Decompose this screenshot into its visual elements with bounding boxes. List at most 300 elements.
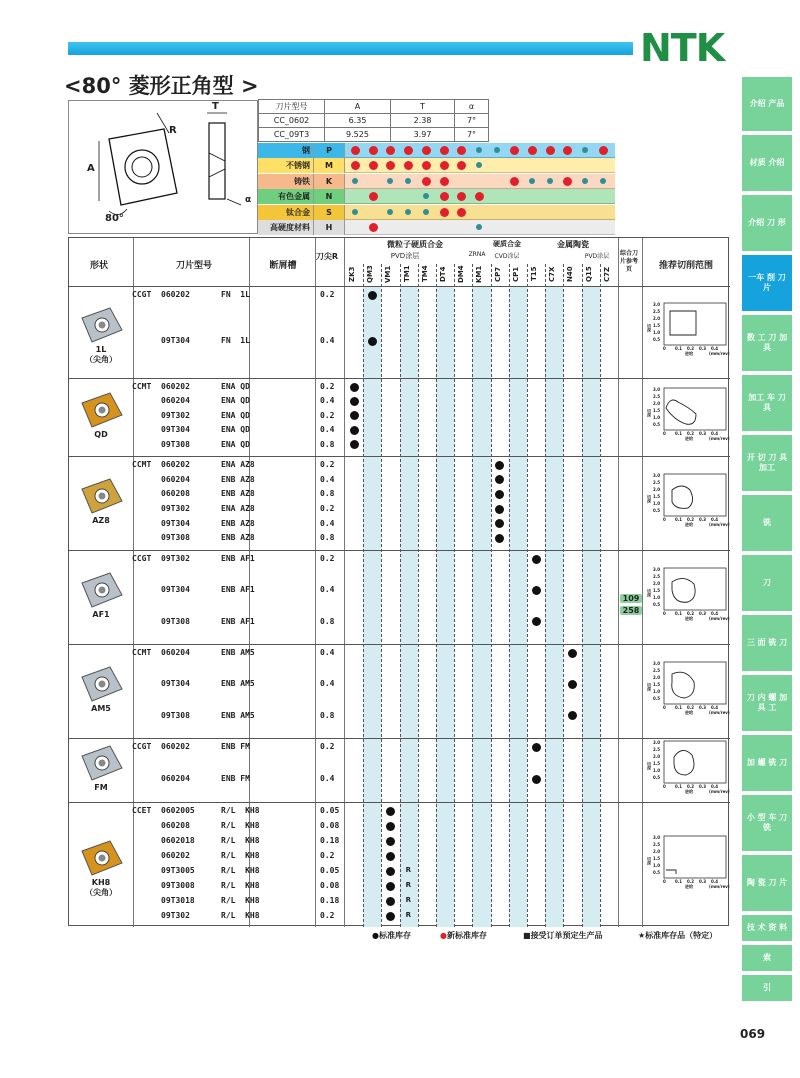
nose-radius: 0.8 — [320, 710, 335, 720]
dim-cell: CC_09T3 — [259, 128, 325, 142]
range-y-tick: 2.0 — [653, 401, 661, 406]
brand-logo: NTK — [640, 26, 725, 70]
range-x-tick: 0 — [663, 346, 666, 351]
insert-type: CCMT — [132, 382, 152, 391]
insert-model: 09T304 — [161, 585, 190, 595]
sidebar-tab[interactable]: 索 — [742, 945, 792, 973]
insert-chipbreaker: R/L KH8 — [221, 896, 260, 905]
suitability-primary-mark — [369, 161, 378, 170]
nose-radius: 0.8 — [320, 439, 335, 449]
insert-model: 060202 — [161, 290, 190, 299]
range-x-tick: 0.4 — [711, 879, 719, 884]
hand-mark: R — [405, 911, 411, 919]
insert-shape-icon — [76, 837, 126, 877]
page-reference-link[interactable]: 109 — [620, 594, 642, 603]
insert-model: 09T304 — [161, 518, 190, 528]
col-header-model: 刀片型号 — [175, 261, 212, 271]
insert-chipbreaker: ENA QD — [221, 439, 250, 449]
stock-mark — [532, 775, 541, 784]
dim-header: A — [325, 100, 391, 114]
nose-radius: 0.4 — [320, 585, 335, 595]
col-header-chipbreaker: 断屑槽 — [269, 261, 297, 271]
grade-header: KM1 — [475, 265, 484, 283]
grade-header: Q15 — [584, 266, 593, 282]
insert-model: 060202 — [161, 851, 190, 860]
hand-mark: R — [405, 896, 411, 904]
range-y-label: 切深 — [647, 762, 652, 770]
insert-chipbreaker: ENA AZ8 — [221, 460, 255, 469]
insert-chipbreaker: ENB AM5 — [221, 710, 255, 720]
suitability-primary-mark — [563, 177, 572, 186]
stock-mark — [568, 680, 577, 689]
insert-chipbreaker: R/L KH8 — [221, 881, 260, 890]
range-y-tick: 1.5 — [653, 682, 661, 687]
range-x-tick: 0.2 — [687, 611, 695, 616]
stock-mark — [350, 383, 359, 392]
insert-chipbreaker: ENB AM5 — [221, 648, 255, 657]
grade-column-band — [582, 286, 600, 927]
range-y-tick: 2.5 — [653, 480, 661, 485]
insert-chipbreaker: ENB AZ8 — [221, 474, 255, 484]
legend-text: 标准库存品（特定） — [645, 931, 718, 940]
insert-chipbreaker: ENB AF1 — [221, 585, 255, 595]
suitability-secondary-mark — [582, 147, 588, 153]
range-x-tick: 0 — [663, 431, 666, 436]
nose-radius: 0.08 — [320, 881, 340, 890]
sidebar-tab[interactable]: 介绍 刀 形 — [742, 195, 792, 253]
suitability-primary-mark — [386, 161, 395, 170]
grade-header: ZK3 — [348, 266, 356, 282]
grade-header: VM1 — [384, 265, 393, 283]
col-header-ref: 综合刀片参考页 — [619, 250, 638, 273]
insert-model: 09T304 — [161, 425, 190, 435]
legend-new-standard — [440, 930, 487, 941]
grade-header: T15 — [530, 266, 538, 282]
sidebar-tab[interactable]: 技 术 资 料 — [742, 915, 792, 943]
insert-chipbreaker: ENB AZ8 — [221, 518, 255, 528]
grade-divider — [418, 264, 419, 927]
suitability-secondary-mark — [529, 178, 535, 184]
range-x-tick: 0.1 — [675, 517, 683, 522]
suitability-secondary-mark — [405, 178, 411, 184]
range-x-tick: 0.3 — [699, 784, 707, 789]
insert-model: 09T308 — [161, 710, 190, 720]
header-bar — [68, 42, 633, 55]
range-x-tick: 0.1 — [675, 879, 683, 884]
grade-column-band — [545, 286, 563, 927]
dim-label-a: A — [87, 163, 95, 174]
column-divider — [315, 238, 316, 927]
range-x-tick: 0.2 — [687, 346, 695, 351]
stock-mark — [350, 440, 359, 449]
insert-model: 060208 — [161, 489, 190, 499]
insert-table — [68, 237, 729, 926]
range-y-tick: 2.5 — [653, 668, 661, 673]
range-y-tick: 1.5 — [653, 856, 661, 861]
insert-model: 060202 — [161, 382, 190, 391]
stock-mark — [386, 912, 395, 921]
nose-radius: 0.2 — [320, 504, 335, 513]
group-divider — [69, 802, 730, 803]
insert-model: 060202 — [161, 742, 190, 751]
grade-divider — [436, 264, 437, 927]
work-material-cell — [363, 189, 383, 204]
range-x-tick: 0.2 — [687, 517, 695, 522]
insert-chipbreaker: ENB FM — [221, 742, 250, 751]
insert-chipbreaker: ENB AZ8 — [221, 533, 255, 543]
work-material-code: K — [313, 174, 345, 189]
stock-mark — [495, 534, 504, 543]
work-material-code: N — [313, 189, 345, 204]
range-y-tick: 1.0 — [653, 330, 661, 335]
insert-model: 060202 — [161, 460, 190, 469]
grade-divider — [400, 264, 401, 927]
nose-radius: 0.4 — [320, 679, 335, 689]
range-x-unit: (mm/rev) — [709, 436, 730, 441]
suitability-primary-mark — [351, 146, 360, 155]
insert-model: 09T304 — [161, 679, 190, 689]
nose-radius: 0.4 — [320, 474, 335, 484]
range-y-tick: 2.0 — [653, 487, 661, 492]
range-x-tick: 0.3 — [699, 346, 707, 351]
stock-mark — [386, 882, 395, 891]
insert-shape-icon — [76, 663, 126, 703]
column-divider — [642, 238, 643, 927]
stock-mark — [495, 490, 504, 499]
insert-diagram — [68, 100, 258, 234]
grade-divider — [582, 264, 583, 927]
grade-header: CP1 — [511, 266, 520, 282]
suitability-primary-mark — [422, 146, 431, 155]
insert-model: 09T3005 — [161, 866, 195, 875]
work-material-code: H — [313, 220, 345, 235]
sidebar-tab[interactable]: 介绍 产品 — [742, 77, 792, 133]
work-material-cell — [363, 220, 383, 235]
group-header-pvd: PVD涂层 — [390, 252, 420, 260]
suitability-primary-mark — [440, 146, 449, 155]
suitability-primary-mark — [563, 146, 572, 155]
legend-special-stock — [638, 930, 717, 941]
range-x-tick: 0.4 — [711, 611, 719, 616]
stock-mark — [386, 897, 395, 906]
suitability-primary-mark — [440, 192, 449, 201]
insert-model: 09T304 — [161, 336, 190, 345]
insert-model: 0602005 — [161, 806, 195, 815]
stock-mark — [495, 475, 504, 484]
insert-model: 060204 — [161, 396, 190, 406]
insert-type: CCMT — [132, 648, 152, 657]
insert-model: 0602018 — [161, 836, 195, 845]
group-divider — [69, 550, 730, 551]
work-material-name: 铸铁 — [294, 176, 310, 186]
insert-chipbreaker: R/L KH8 — [221, 836, 260, 845]
range-x-unit: (mm/rev) — [709, 351, 730, 356]
legend-standard — [372, 930, 411, 941]
nose-radius: 0.18 — [320, 836, 340, 845]
range-y-tick: 3.0 — [653, 661, 661, 666]
insert-shape-label: QD — [94, 430, 108, 439]
legend-symbol: ● — [372, 931, 379, 940]
range-x-label: 进给 — [685, 710, 693, 715]
stock-mark — [368, 291, 377, 300]
range-x-tick: 0.2 — [687, 705, 695, 710]
dim-label-alpha: α — [245, 195, 252, 205]
grade-divider — [363, 264, 364, 927]
nose-radius: 0.2 — [320, 410, 335, 420]
group-divider — [69, 644, 730, 645]
dim-header: T — [391, 100, 455, 114]
range-y-tick: 1.0 — [653, 595, 661, 600]
grade-column-band — [509, 286, 527, 927]
work-material-cell — [469, 220, 489, 235]
sidebar-tab[interactable]: 三 面 铣 刀 — [742, 615, 792, 673]
legend-text: 接受订单预定生产品 — [530, 931, 603, 940]
insert-shape-icon — [76, 389, 126, 429]
stock-mark — [495, 519, 504, 528]
insert-chipbreaker: ENB FM — [221, 774, 250, 783]
insert-type: CCGT — [132, 742, 152, 751]
suitability-primary-mark — [440, 208, 449, 217]
range-x-label: 进给 — [685, 616, 693, 621]
range-y-tick: 1.5 — [653, 588, 661, 593]
suitability-primary-mark — [457, 192, 466, 201]
work-material-code: M — [313, 158, 345, 173]
range-x-tick: 0.3 — [699, 431, 707, 436]
suitability-primary-mark — [475, 192, 484, 201]
range-y-tick: 3.0 — [653, 567, 661, 572]
sidebar-tab[interactable]: 引 — [742, 975, 792, 1003]
grade-column-band — [400, 286, 418, 927]
grade-header: C7Z — [602, 266, 611, 282]
grade-column-band — [472, 286, 490, 927]
suitability-primary-mark — [510, 146, 519, 155]
sidebar-tab[interactable]: 小 型 车 刀 铣 — [742, 795, 792, 853]
insert-chipbreaker: ENB AM5 — [221, 679, 255, 689]
column-divider — [618, 238, 619, 927]
sidebar-tab[interactable]: 刀 内 螺 加 具 工 — [742, 675, 792, 733]
stock-mark — [368, 337, 377, 346]
nose-radius: 0.4 — [320, 518, 335, 528]
range-y-tick: 2.0 — [653, 581, 661, 586]
insert-shape-icon — [76, 304, 126, 344]
group-header-carbide: 微粒子硬质合金 — [387, 240, 443, 249]
range-x-tick: 0.1 — [675, 431, 683, 436]
page-reference-link[interactable]: 258 — [620, 606, 642, 615]
suitability-primary-mark — [457, 161, 466, 170]
range-x-tick: 0 — [663, 611, 666, 616]
suitability-secondary-mark — [423, 209, 429, 215]
stock-mark — [350, 411, 359, 420]
range-y-tick: 2.5 — [653, 747, 661, 752]
range-y-tick: 3.0 — [653, 473, 661, 478]
nose-radius: 0.4 — [320, 425, 335, 435]
nose-radius: 0.4 — [320, 774, 335, 783]
insert-model: 09T302 — [161, 554, 190, 563]
sidebar-tab[interactable]: 数 工 刀 加 具 — [742, 315, 792, 373]
range-y-tick: 2.5 — [653, 574, 661, 579]
dimension-row — [259, 128, 489, 142]
dim-cell: 3.97 — [391, 128, 455, 142]
nose-radius: 0.8 — [320, 616, 335, 626]
nose-radius: 0.4 — [320, 396, 335, 406]
nose-radius: 0.2 — [320, 851, 335, 860]
insert-shape-label: AF1 — [92, 610, 110, 619]
suitability-secondary-mark — [582, 178, 588, 184]
stock-mark — [386, 807, 395, 816]
range-x-tick: 0.4 — [711, 784, 719, 789]
nose-radius: 0.2 — [320, 554, 335, 563]
suitability-secondary-mark — [476, 224, 482, 230]
insert-shape-label: 1L （尖角） — [85, 345, 117, 364]
insert-type: CCMT — [132, 460, 152, 469]
range-y-tick: 1.5 — [653, 408, 661, 413]
nose-radius: 0.05 — [320, 806, 340, 815]
range-y-tick: 1.5 — [653, 494, 661, 499]
column-divider — [344, 238, 345, 927]
insert-chipbreaker: R/L KH8 — [221, 911, 260, 920]
range-y-tick: 1.0 — [653, 689, 661, 694]
insert-chipbreaker: ENA QD — [221, 425, 250, 435]
grade-header: N40 — [566, 266, 575, 282]
insert-type: CCGT — [132, 290, 152, 299]
stock-mark — [532, 586, 541, 595]
work-material-cell — [345, 205, 365, 220]
grade-divider — [600, 264, 601, 927]
range-y-tick: 0.5 — [653, 508, 661, 513]
suitability-secondary-mark — [476, 147, 482, 153]
suitability-secondary-mark — [476, 162, 482, 168]
sidebar-tab[interactable]: 陶 瓷 刀 片 — [742, 855, 792, 913]
grade-header: DT4 — [439, 266, 447, 282]
insert-chipbreaker: R/L KH8 — [221, 806, 260, 815]
sidebar-tab[interactable]: 刀 — [742, 555, 792, 613]
nose-radius: 0.4 — [320, 336, 335, 345]
insert-model: 09T302 — [161, 911, 190, 920]
insert-type: CCET — [132, 806, 152, 815]
grade-header: CP7 — [493, 266, 502, 282]
suitability-secondary-mark — [387, 178, 393, 184]
nose-radius: 0.2 — [320, 290, 335, 299]
grade-divider — [454, 264, 455, 927]
range-y-label: 切深 — [647, 409, 652, 417]
work-material-code: S — [313, 205, 345, 220]
insert-chipbreaker: R/L KH8 — [221, 851, 260, 860]
work-material-cell — [469, 189, 489, 204]
insert-shape-icon — [76, 475, 126, 515]
nose-radius: 0.08 — [320, 821, 340, 830]
nose-radius: 0.18 — [320, 896, 340, 905]
work-material-name: 高硬度材料 — [270, 223, 310, 232]
col-header-range: 推荐切削范围 — [658, 261, 713, 271]
dim-cell: 7° — [455, 128, 489, 142]
sidebar-tab[interactable]: 材质 介绍 — [742, 135, 792, 193]
legend-text: 新标准库存 — [446, 931, 487, 940]
suitability-secondary-mark — [387, 209, 393, 215]
grade-column-band — [436, 286, 454, 927]
range-y-tick: 1.0 — [653, 768, 661, 773]
insert-chipbreaker: R/L KH8 — [221, 866, 260, 875]
suitability-primary-mark — [440, 161, 449, 170]
work-material-cell — [593, 143, 613, 158]
insert-model: 09T308 — [161, 616, 190, 626]
insert-chipbreaker: FN 1L — [221, 290, 250, 299]
column-divider — [133, 238, 134, 927]
group-divider — [69, 738, 730, 739]
range-x-tick: 0.2 — [687, 879, 695, 884]
dim-header: α — [455, 100, 489, 114]
range-x-tick: 0.4 — [711, 431, 719, 436]
range-y-tick: 2.5 — [653, 842, 661, 847]
range-x-label: 进给 — [685, 789, 693, 794]
range-x-tick: 0 — [663, 705, 666, 710]
suitability-primary-mark — [422, 177, 431, 186]
group-header-cermet-pvd: PVD涂层 — [584, 253, 610, 260]
sidebar-tab[interactable]: 铣 — [742, 495, 792, 553]
work-material-row — [258, 189, 615, 204]
sidebar-tab[interactable]: 一车 削 刀 片 — [742, 255, 792, 313]
range-y-tick: 0.5 — [653, 696, 661, 701]
hand-mark: R — [405, 881, 411, 889]
dim-cell: 7° — [455, 114, 489, 128]
suitability-primary-mark — [457, 208, 466, 217]
range-y-tick: 0.5 — [653, 337, 661, 342]
work-material-code: P — [313, 143, 345, 158]
page-title: <80° 菱形正角型 > — [64, 74, 259, 98]
work-material-name: 钛合金 — [286, 207, 310, 217]
work-material-cell — [345, 174, 365, 189]
suitability-primary-mark — [422, 161, 431, 170]
suitability-secondary-mark — [547, 178, 553, 184]
insert-model: 09T3018 — [161, 896, 195, 905]
range-x-unit: (mm/rev) — [709, 710, 730, 715]
stock-mark — [532, 617, 541, 626]
dim-header: 刀片型号 — [259, 100, 325, 114]
insert-shape-icon — [76, 569, 126, 609]
sidebar-tab[interactable]: 加工 车 刀 具 — [742, 375, 792, 433]
suitability-primary-mark — [404, 146, 413, 155]
suitability-secondary-mark — [494, 147, 500, 153]
work-material-name: 有色金属 — [278, 192, 310, 202]
range-x-label: 进给 — [685, 351, 693, 356]
range-x-tick: 0.3 — [699, 705, 707, 710]
range-y-tick: 1.0 — [653, 415, 661, 420]
work-material-row — [258, 158, 615, 173]
stock-mark — [350, 397, 359, 406]
stock-mark — [386, 822, 395, 831]
suitability-primary-mark — [351, 161, 360, 170]
insert-chipbreaker: ENB AF1 — [221, 616, 255, 626]
insert-model: 09T308 — [161, 439, 190, 449]
grade-header: TM1 — [402, 265, 411, 283]
page-number: 069 — [740, 1027, 766, 1041]
grade-header: DM4 — [457, 265, 466, 283]
stock-mark — [568, 649, 577, 658]
range-y-tick: 3.0 — [653, 835, 661, 840]
range-x-tick: 0.2 — [687, 431, 695, 436]
work-material-cell — [469, 158, 489, 173]
dimension-header-row — [259, 100, 489, 114]
grade-divider — [527, 264, 528, 927]
sidebar-tab[interactable]: 开 切 刀 具 加工 — [742, 435, 792, 493]
range-x-tick: 0.2 — [687, 784, 695, 789]
range-x-tick: 0 — [663, 879, 666, 884]
sidebar-tab[interactable]: 加 螺 铣 刀 — [742, 735, 792, 793]
suitability-secondary-mark — [352, 209, 358, 215]
nose-radius: 0.2 — [320, 742, 335, 751]
group-header-cvd: CVD涂层 — [494, 253, 520, 260]
range-y-tick: 0.5 — [653, 422, 661, 427]
nose-radius: 0.2 — [320, 382, 335, 391]
